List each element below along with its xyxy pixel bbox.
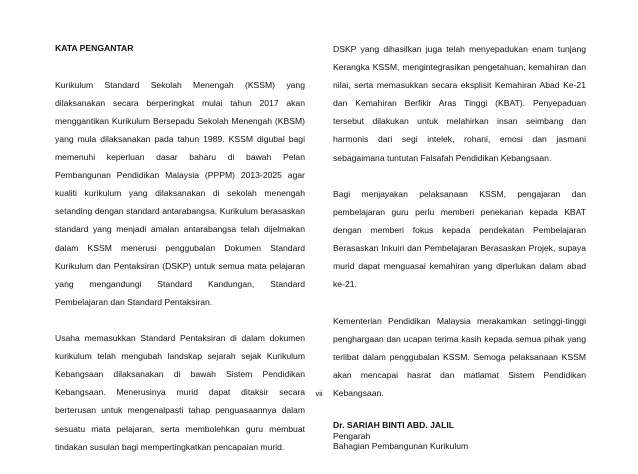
page-title: KATA PENGANTAR bbox=[55, 43, 134, 53]
signatory-title: Pengarah bbox=[333, 430, 371, 441]
paragraph-intro-kssm: Kurikulum Standard Sekolah Menengah (KSSM) yang dilaksanakan secara berperingkat mulai tahun 2017 akan menggantikan Kurikulum Bersepadu Sekolah Menengah (KBSM) yang mula dilaksanakan pada tahun 1989. KSSM digubal bagi memenuhi keperluan dasar baharu di bawah Pelan Pembangunan Pendidikan Malaysia (PPPM) 2013-2025 agar kualiti kurikulum yang dilaksanakan di sekolah menengah setanding dengan standard antarabangsa. Kurikulum berasaskan standard yang menjadi amalan antarabangsa telah dijelmakan dalam KSSM menerusi penggubalan Dokumen Standard Kurikulum dan Pentaksiran (DSKP) untuk semua mata pelajaran yang mengandungi Standard Kandungan, Standard Pembelajaran dan Standard Pentaksiran. bbox=[55, 79, 305, 307]
paragraph-dskp: DSKP yang dihasilkan juga telah menyepadukan enam tunjang Kerangka KSSM, mengintegrasikan pengetahuan, kemahiran dan nilai, serta memasukkan secara eksplisit Kemahiran Abad Ke-21 dan Kemahiran Berfikir Aras Tinggi (KBAT). Penyepaduan tersebut dilakukan untuk melahirkan insan seimbang dan harmonis dari segi intelek, rohani, emosi dan jasmani sebagaimana tuntutan Falsafah Pendidikan Kebangsaan. bbox=[333, 44, 586, 163]
paragraph-standard-pentaksiran: Usaha memasukkan Standard Pentaksiran di dalam dokumen kurikulum telah mengubah landskap sejarah sejak Kurikulum Kebangsaan dilaksanakan di bawah Sistem Pendidikan Kebangsaan. Menerusinya murid dapat ditaksir secara berterusan untuk mengenalpasti tahap penguasaannya dalam sesuatu mata pelajaran, serta membolehkan guru membuat tindakan susulan bagi mempertingkatkan pencapaian murid. bbox=[55, 333, 305, 452]
paragraph-acknowledgement: Kementerian Pendidikan Malaysia merakamkan setinggi-tinggi penghargaan dan ucapan terima kasih kepada semua pihak yang terlibat dalam penggubalan KSSM. Semoga pelaksanaan KSSM akan mencapai hasrat dan matlamat Sistem Pendidikan Kebangsaan. bbox=[333, 315, 586, 398]
paragraph-kbat: Bagi menjayakan pelaksanaan KSSM, pengajaran dan pembelajaran guru perlu memberi penekanan kepada KBAT dengan memberi fokus kepada pendekatan Pembelajaran Berasaskan Inkuiri dan Pembelajaran Berasaskan Projek, supaya murid dapat menguasai kemahiran yang diperlukan dalam abad ke-21. bbox=[333, 188, 586, 290]
left-column bbox=[55, 40, 305, 474]
signatory-name: Dr. SARIAH BINTI ABD. JALIL bbox=[333, 420, 454, 431]
page-number: vii bbox=[315, 389, 323, 398]
signature-block bbox=[333, 420, 586, 452]
signatory-department: Bahagian Pembangunan Kurikulum bbox=[333, 441, 469, 452]
